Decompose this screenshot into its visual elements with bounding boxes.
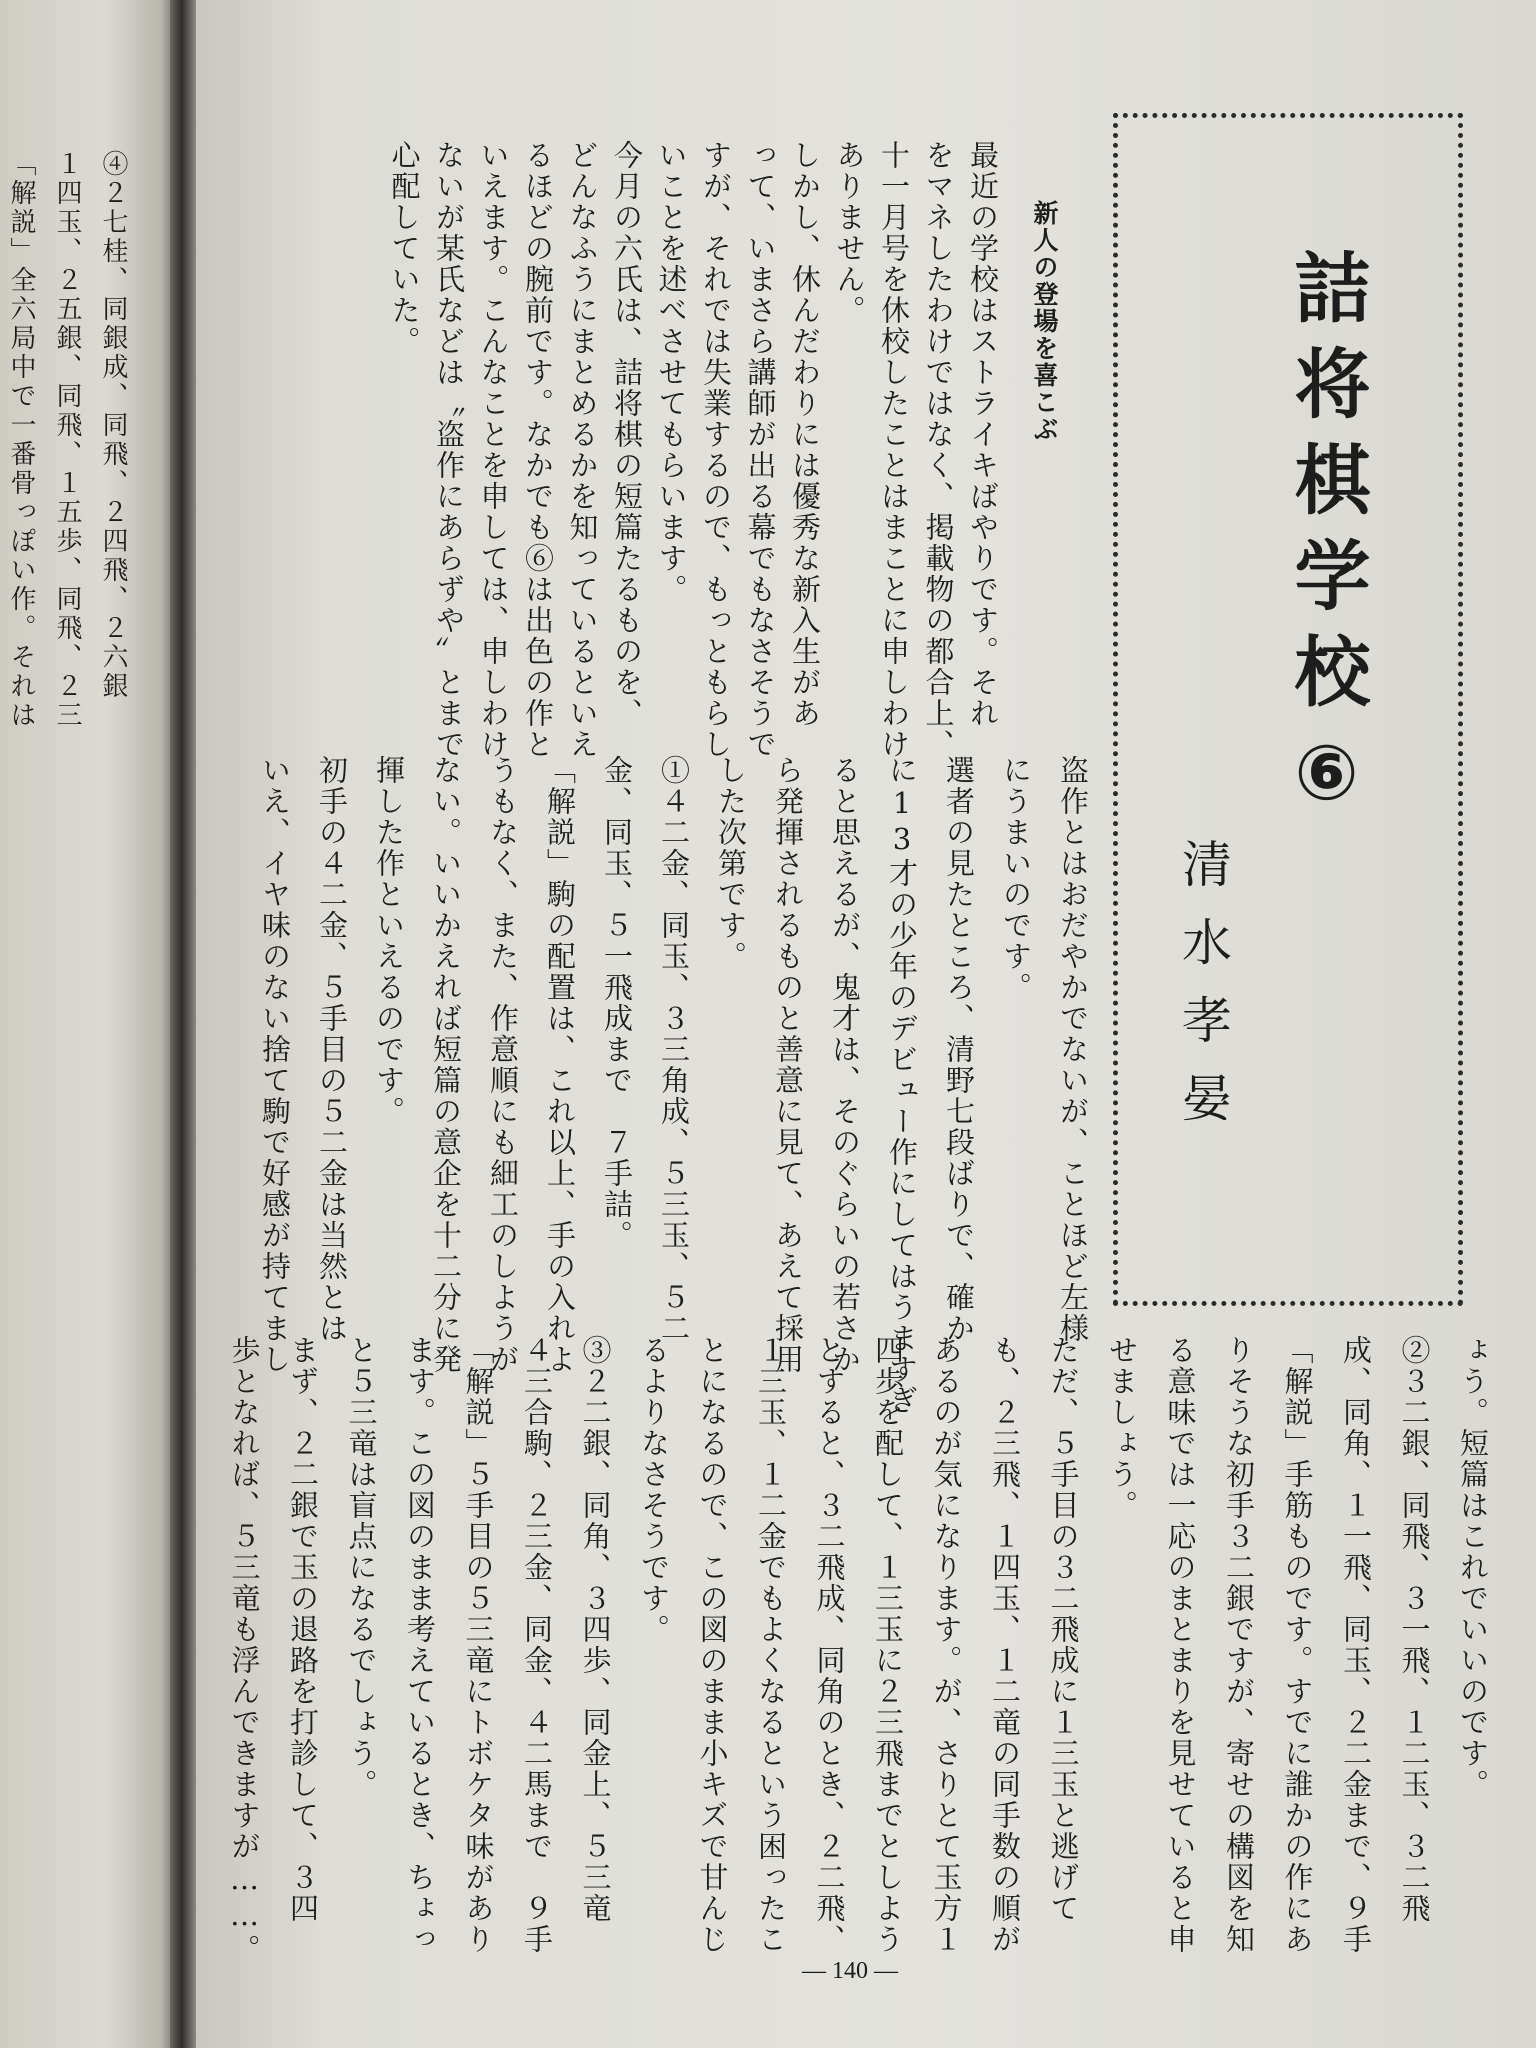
text-column: しかし、休んだわりには優秀な新入生があ [788, 140, 822, 729]
book-gutter [170, 0, 196, 2048]
text-column: も、２三飛、１四玉、１二竜の同手数の順が [988, 1335, 1022, 1955]
text-column: 初手の４二金、５手目の５二金は当然とは [315, 755, 349, 1344]
text-column: ありません。 [832, 140, 867, 326]
text-column: ない。いいかえれば短篇の意企を十二分に発 [429, 755, 463, 1375]
article-author: 清水孝晏 [1174, 838, 1232, 1150]
text-column: うもなく、また、作意順にも細工のしようが [486, 755, 520, 1375]
text-column: ると思えるが、鬼才は、そのぐらいの若さか [828, 755, 862, 1375]
article-title: 詰将棋学校⑥ [1282, 248, 1371, 837]
text-column: ょう。短篇はこれでいいのです。 [1456, 1335, 1490, 1800]
section-subheading: 新人の登場を喜こぶ [1030, 200, 1059, 443]
text-column: 十一月号を休校したことはまことに申しわけ [877, 140, 911, 760]
text-column: 盗作とはおだやかでないが、ことほど左様 [1056, 755, 1090, 1344]
text-column: あるのが気になります。が、さりとて玉方１ [929, 1335, 964, 1955]
text-column: 「解説」駒の配置は、これ以上、手の入れよ [543, 755, 577, 1375]
text-column: 「解説」５手目の５三竜にトボケタ味があり [461, 1335, 496, 1955]
text-column: いえます。こんなことを申しては、申しわけ [476, 140, 511, 760]
text-column: ないが某氏などは〝盗作にあらずや〟とまで [432, 140, 466, 760]
title-box [1113, 113, 1463, 1306]
text-column: 歩となれば、５三竜も浮んできますが……。 [227, 1335, 262, 1965]
text-column: 「解説」手筋ものです。すでに誰かの作にあ [1280, 1335, 1315, 1955]
text-column: ら発揮されるものと善意に見て、あえて採用 [771, 755, 805, 1375]
left-page-line: ④２七桂、同銀成、同飛、２四飛、２六銀 [98, 150, 128, 701]
text-column: せましょう。 [1105, 1335, 1139, 1521]
text-column: に13才の少年のデビュー作にしてはうますぎ [885, 755, 919, 1416]
text-column: る意味では一応のまとまりを見せていると申 [1163, 1335, 1198, 1955]
text-column: どんなふうにまとめるかを知っているといえ [565, 140, 600, 760]
text-column: いことを述べさせてもらいます。 [654, 140, 689, 605]
text-column: 金、同玉、５一飛成まで ７手詰。 [600, 755, 634, 1251]
text-column: ①４二金、同玉、３三角成、５三玉、５二 [657, 755, 691, 1344]
text-column: ②３二銀、同飛、３一飛、１二玉、３二飛 [1397, 1335, 1432, 1924]
text-column: 揮した作といえるのです。 [372, 755, 406, 1127]
text-column: した次第です。 [714, 755, 748, 972]
text-column: るほどの腕前です。なかでも⑥は出色の作と [521, 140, 555, 760]
text-column: 選者の見たところ、清野七段ばりで、確か [942, 755, 976, 1344]
left-page-line: 「解説」全六局中で一番骨っぽい作。それは [6, 150, 36, 730]
text-column: 四歩を配して、１三玉に２三飛までとしよう [871, 1335, 905, 1955]
page-number: — 140 — [802, 1958, 898, 1984]
text-column: 心配していた。 [387, 140, 422, 357]
text-column: １三玉、１二金でもよくなるという困ったこ [754, 1335, 788, 1955]
text-column: ③２二銀、同角、３四歩、同金上、５三竜 [578, 1335, 613, 1924]
text-column: りそうな初手３二銀ですが、寄せの構図を知 [1222, 1335, 1256, 1955]
text-column: とすると、３二飛成、同角のとき、２二飛、 [812, 1335, 847, 1955]
text-column: ます。この図のまま考えているとき、ちょっ [403, 1335, 437, 1955]
text-column: 成、同角、１一飛、同玉、２二金まで、９手 [1339, 1335, 1373, 1955]
left-page-line: １四玉、２五銀、同飛、１五歩、同飛、２三 [52, 150, 82, 730]
text-column: いえ、イヤ味のない捨て駒で好感が持てまし [258, 755, 292, 1375]
text-column: にうまいのです。 [999, 755, 1033, 1003]
text-column: ただ、５手目の３二飛成に１三玉と逃げて [1046, 1335, 1081, 1924]
text-column: って、いまさら講師が出る幕でもなさそうで [743, 140, 778, 760]
text-column: をマネしたわけではなく、掲載物の都合上、 [921, 140, 956, 760]
text-column: ４三合駒、２三金、同金、４二馬まで ９手 [520, 1335, 554, 1955]
text-column: とになるので、この図のまま小キズで甘んじ [695, 1335, 730, 1955]
text-column: 最近の学校はストライキばやりです。それ [966, 140, 1000, 729]
text-column: るよりなさそうです。 [637, 1335, 671, 1645]
text-column: まず、２二銀で玉の退路を打診して、３四 [286, 1335, 320, 1924]
text-column: と５三竜は盲点になるでしょう。 [344, 1335, 379, 1800]
text-column: 今月の六氏は、詰将棋の短篇たるものを、 [610, 140, 644, 729]
text-column: すが、それでは失業するので、もっともらし [699, 140, 733, 760]
